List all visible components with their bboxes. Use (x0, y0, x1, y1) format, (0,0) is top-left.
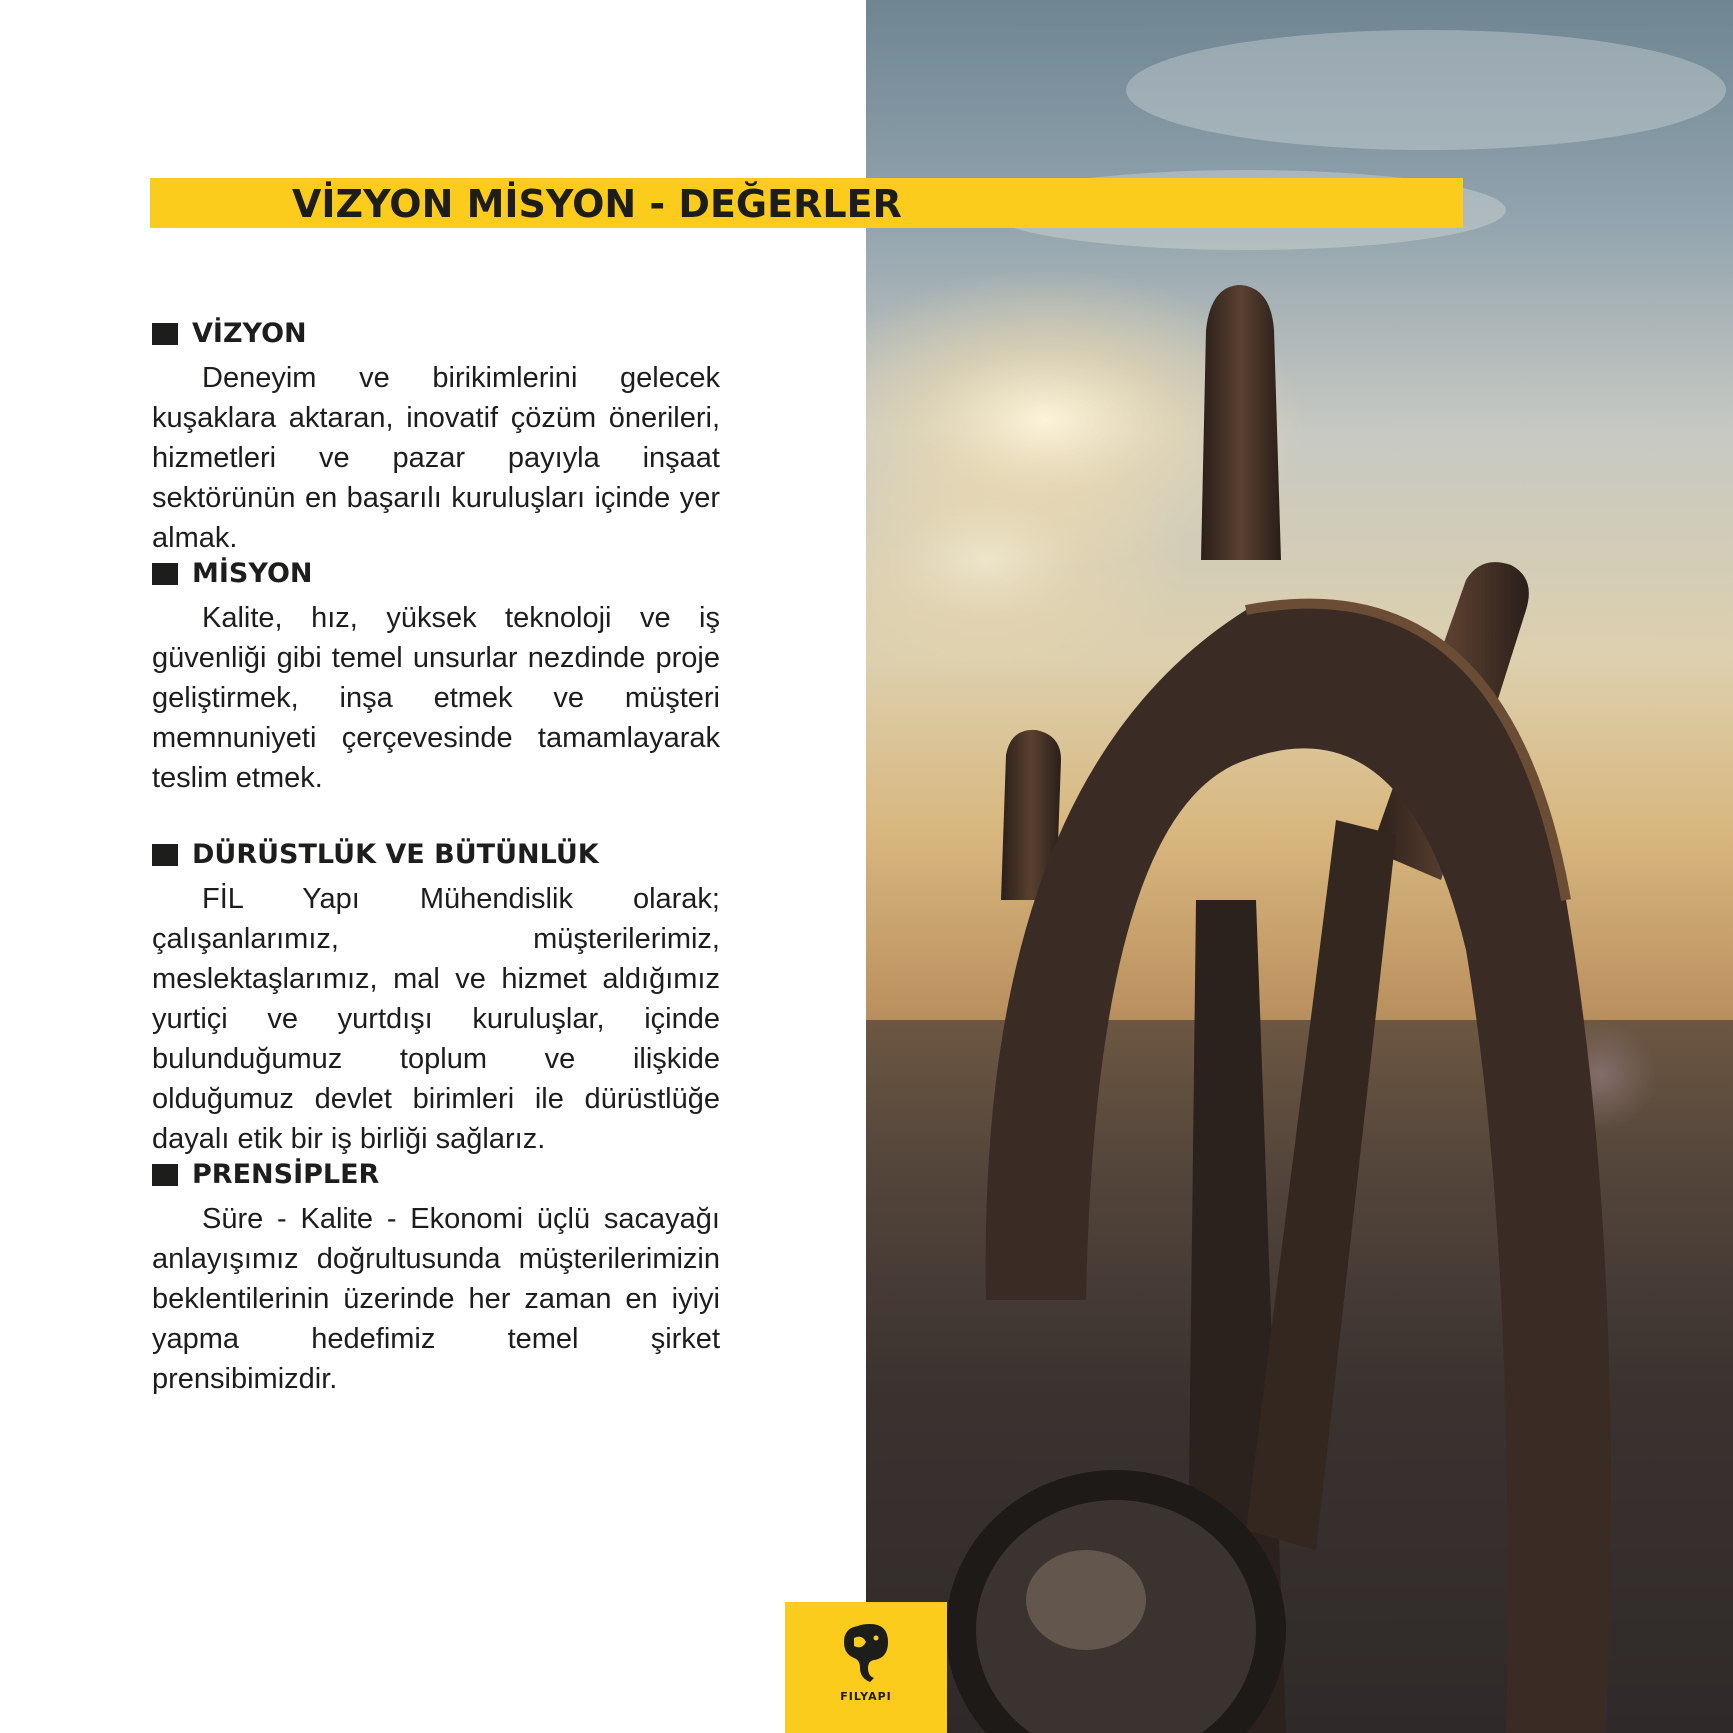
page-title: VİZYON MİSYON - DEĞERLER (292, 182, 902, 226)
bullet-square-icon (152, 844, 178, 866)
section-durustluk (152, 837, 720, 1159)
section-heading: VİZYON (192, 318, 307, 349)
section-body: Deneyim ve birikimlerini gelecek kuşaklara aktaran, inovatif çözüm önerileri, hizmetleri ve pazar payıyla inşaat sektörünün en başarılı kuruluşları içinde yer almak. (152, 362, 720, 554)
bullet-square-icon (152, 323, 178, 345)
bullet-square-icon (152, 563, 178, 585)
bullet-square-icon (152, 1164, 178, 1186)
elephant-icon (840, 1620, 892, 1686)
section-heading: PRENSİPLER (192, 1159, 380, 1190)
company-logo (785, 1602, 947, 1733)
section-body: FİL Yapı Mühendislik olarak; çalışanlarımız, müşterilerimiz, meslektaşlarımız, mal ve hizmet aldığımız yurtiçi ve yurtdışı kuruluşlar, içinde bulunduğumuz toplum ve ilişkide olduğumuz devlet birimleri ile dürüstlüğe dayalı etik bir iş birliği sağlarız. (152, 883, 720, 1155)
section-body: Kalite, hız, yüksek teknoloji ve iş güvenliği gibi temel unsurlar nezdinde proje geliştirmek, inşa etmek ve müşteri memnuniyeti çerçevesinde tamamlayarak teslim etmek. (152, 602, 720, 794)
section-misyon (152, 556, 720, 798)
section-heading: MİSYON (192, 558, 313, 589)
logo-text: FILYAPI (840, 1690, 892, 1703)
section-prensipler (152, 1157, 720, 1399)
section-vizyon (152, 316, 720, 558)
section-heading: DÜRÜSTLÜK VE BÜTÜNLÜK (192, 839, 599, 870)
section-body: Süre - Kalite - Ekonomi üçlü sacayağı anlayışımız doğrultusunda müşterilerimizin beklentilerinin üzerinde her zaman en iyiyi yapma hedefimiz temel şirket prensibimizdir. (152, 1203, 720, 1395)
ship-wheel-photo (866, 0, 1733, 1733)
